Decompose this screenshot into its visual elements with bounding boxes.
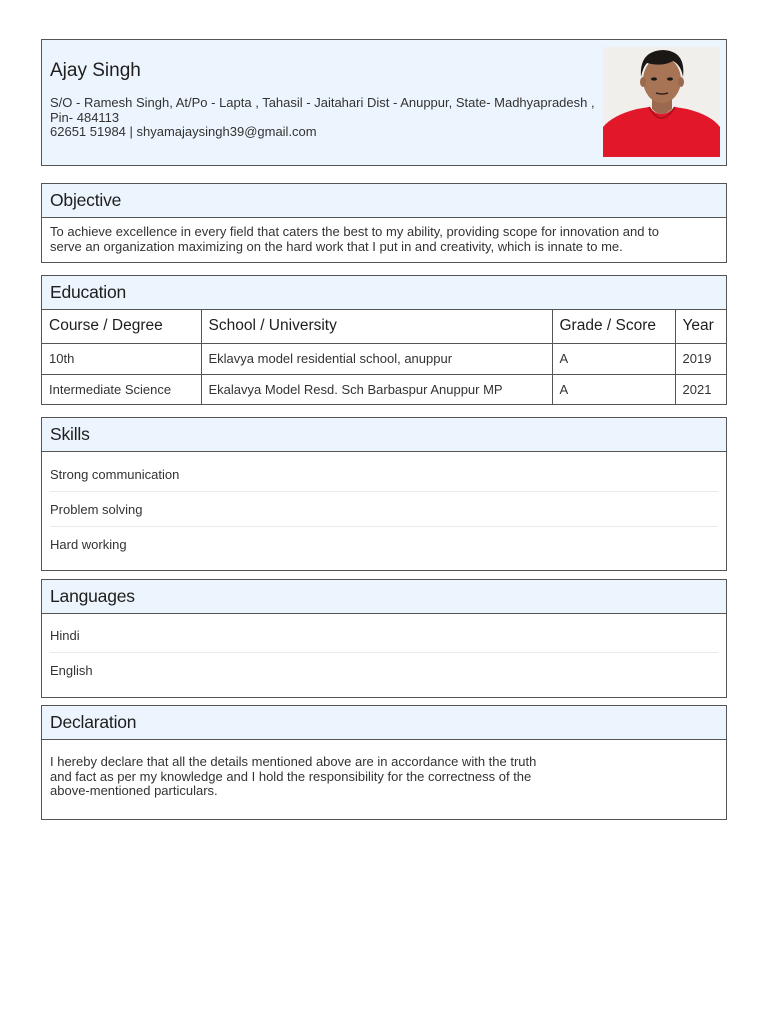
column-header-grade: Grade / Score: [552, 310, 675, 343]
education-section: [41, 275, 727, 405]
resume-header: [41, 39, 727, 166]
list-item: English: [50, 652, 718, 687]
objective-section: [41, 183, 727, 263]
candidate-name: Ajay Singh: [50, 60, 141, 81]
languages-heading: Languages: [42, 580, 726, 614]
languages-section: [41, 579, 727, 698]
objective-heading: Objective: [42, 184, 726, 218]
skills-list: [42, 452, 726, 561]
cell-course: Intermediate Science: [42, 374, 201, 405]
list-item: Strong communication: [50, 466, 180, 482]
column-header-course: Course / Degree: [42, 310, 201, 343]
cell-year: 2019: [675, 343, 726, 374]
table-row: [42, 374, 726, 405]
objective-text: To achieve excellence in every field that caters the best to my ability, providing scope for innovation and to serve an organization maximizing on the hard work that I put in and creativity, which is innate to me.: [50, 224, 659, 254]
table-row: [42, 343, 726, 374]
skills-section: [41, 417, 727, 571]
languages-list: [42, 614, 726, 687]
cell-grade: A: [552, 343, 675, 374]
cell-school: Ekalavya Model Resd. Sch Barbaspur Anuppur MP: [201, 374, 552, 405]
person-portrait-icon: [603, 47, 720, 157]
education-heading: Education: [42, 276, 726, 310]
column-header-school: School / University: [201, 310, 552, 343]
list-item: Hard working: [50, 526, 718, 561]
profile-photo: [603, 47, 720, 157]
list-item: Hindi: [50, 627, 80, 643]
declaration-text: I hereby declare that all the details mentioned above are in accordance with the truth and fact as per my knowledge and I hold the responsibility for the correctness of the above-mentioned particulars.: [50, 754, 537, 799]
cell-school: Eklavya model residential school, anuppur: [201, 343, 552, 374]
declaration-section: [41, 705, 727, 820]
table-header-row: [42, 310, 726, 343]
candidate-address: S/O - Ramesh Singh, At/Po - Lapta , Tahasil - Jaitahari Dist - Anuppur, State- Madhyapradesh , Pin- 484113: [50, 95, 595, 125]
column-header-year: Year: [675, 310, 726, 343]
cell-year: 2021: [675, 374, 726, 405]
skills-heading: Skills: [42, 418, 726, 452]
education-table: [42, 310, 726, 405]
list-item: Problem solving: [50, 491, 718, 526]
declaration-heading: Declaration: [42, 706, 726, 740]
cell-course: 10th: [49, 351, 75, 366]
cell-grade: A: [552, 374, 675, 405]
candidate-contact: 62651 51984 | shyamajaysingh39@gmail.com: [50, 124, 317, 139]
